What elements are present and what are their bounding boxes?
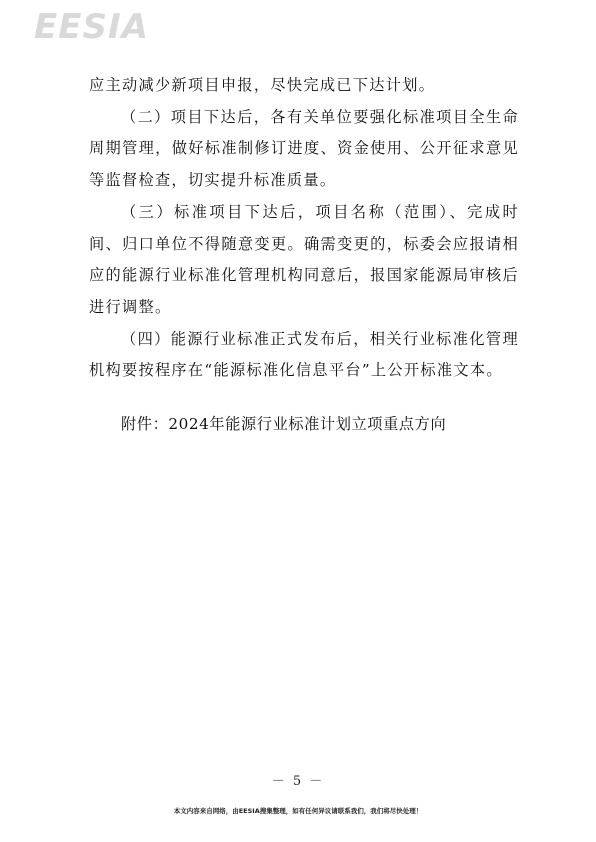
attachment-line: 附件：2024年能源行业标准计划立项重点方向 (121, 415, 447, 434)
paragraph-item-3: （三）标准项目下达后，项目名称（范围）、完成时间、归口单位不得随意变更。确需变更的，标委会应报请相应的能源行业标准化管理机构同意后，报国家能源局审核后进行调整。 (89, 202, 519, 316)
eesia-logo: EESIA (34, 7, 149, 47)
footer-disclaimer: 本文内容来自网络，由EESIA搜集整理，如有任何异议请联系我们，我们将尽快处理！ (173, 807, 423, 815)
page-number: － 5 － (271, 774, 325, 789)
paragraph-item-4: （四）能源行业标准正式发布后，相关行业标准化管理机构要按程序在“能源标准化信息平台”上公开标准文本。 (89, 329, 519, 380)
paragraph-continuation: 应主动减少新项目申报，尽快完成已下达计划。 (89, 76, 436, 94)
paragraph-item-2: （二）项目下达后，各有关单位要强化标准项目全生命周期管理，做好标准制修订进度、资金使用、公开征求意见等监督检查，切实提升标准质量。 (89, 107, 519, 190)
document-body (89, 70, 519, 441)
